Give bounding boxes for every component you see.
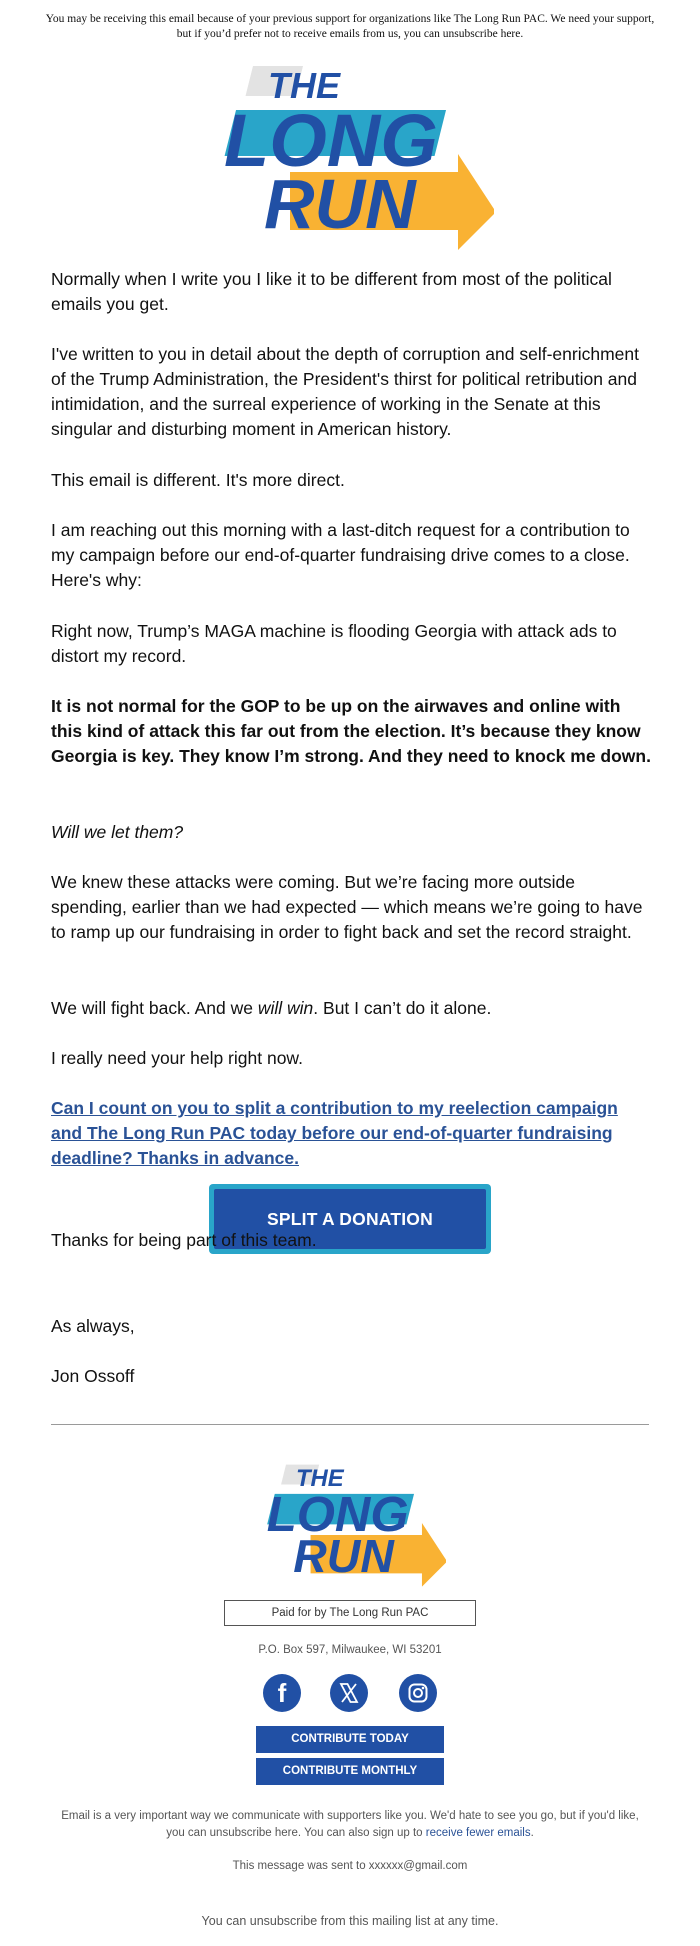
logo-word-long: LONG [224,99,438,182]
mailing-address: P.O. Box 597, Milwaukee, WI 53201 [258,1644,442,1656]
logo-word-the: THE [268,65,340,106]
letter-closing: As always, [51,1316,135,1336]
letter-paragraph-bold: It is not normal for the GOP to be up on the airwaves and online with this kind of attack this far out from the election. It’s because they know Georgia is key. They know I’m strong. And they need to knock me down. [51,696,651,766]
split-donation-label: SPLIT A DONATION [214,1189,486,1249]
p9-emphasis: will win [257,998,314,1018]
preheader-text: You may be receiving this email because of your previous support for organizations like The Long Run PAC. We need your support, but if you’d prefer not to receive emails from us, you can unsubscribe here. [45,13,655,40]
letter-signature: Jon Ossoff [51,1366,135,1386]
contribute-monthly-button[interactable]: CONTRIBUTE MONTHLY [256,1758,444,1785]
letter-paragraph-9 [51,996,651,1021]
letter-paragraph-italic: Will we let them? [51,822,184,842]
paid-for-box: Paid for by The Long Run PAC [224,1600,476,1626]
sent-to-text: This message was sent to xxxxxx@gmail.com [232,1860,468,1872]
facebook-icon[interactable] [263,1674,301,1712]
unsubscribe-anytime-text[interactable]: You can unsubscribe from this mailing list at any time. [201,1914,499,1928]
footer-long-run-logo [256,1462,446,1588]
footer-logo-word-long: LONG [266,1487,409,1542]
letter-paragraph-8: We knew these attacks were coming. But we’re facing more outside spending, earlier than we had expected — which means we’re going to have to ramp up our fundraising in order to fight back and set the record straight. [51,872,643,942]
split-contribution-link[interactable]: Can I count on you to split a contribution to my reelection campaign and The Long Run PAC today before our end-of-quarter fundraising deadline? Thanks in advance. [51,1098,618,1168]
footer-divider [51,1424,649,1425]
receive-fewer-emails-link[interactable]: receive fewer emails [425,1827,531,1839]
p9-text-a: We will fight back. And we [51,998,258,1018]
footer-logo-word-the: THE [295,1464,344,1492]
letter-paragraph-3: This email is different. It's more direct. [51,470,345,490]
contribute-today-button[interactable]: CONTRIBUTE TODAY [256,1726,444,1753]
footer-logo-word-run: RUN [293,1530,394,1583]
x-twitter-icon[interactable] [330,1674,368,1712]
svg-text:f: f [277,1678,287,1708]
letter-paragraph-10: I really need your help right now. [51,1048,303,1068]
long-run-logo [208,62,494,252]
letter-paragraph-2: I've written to you in detail about the depth of corruption and self-enrichment of the Trump Administration, the President's thirst for political retribution and intimidation, and the surreal experience of working in the Senate at this singular and disturbing moment in American history. [51,344,639,439]
p9-text-b: . But I can’t do it alone. [313,998,492,1018]
logo-word-run: RUN [264,165,416,243]
unsubscribe-note [60,1808,640,1842]
letter-thanks: Thanks for being part of this team. [51,1230,317,1250]
letter-paragraph-4: I am reaching out this morning with a last-ditch request for a contribution to my campaign before our end-of-quarter fundraising drive comes to a close. Here's why: [51,520,630,590]
donation-link-paragraph [51,1096,651,1171]
letter-paragraph-5: Right now, Trump’s MAGA machine is flooding Georgia with attack ads to distort my record. [51,621,617,666]
note-text-a: Email is a very important way we communicate with supporters like you. We'd hate to see you go, but if you'd like, you can unsubscribe here. You can also sign up to [61,1810,639,1839]
letter-paragraph-1: Normally when I write you I like it to be different from most of the political emails you get. [51,269,612,314]
instagram-icon[interactable] [399,1674,437,1712]
note-text-b: . [530,1827,534,1839]
